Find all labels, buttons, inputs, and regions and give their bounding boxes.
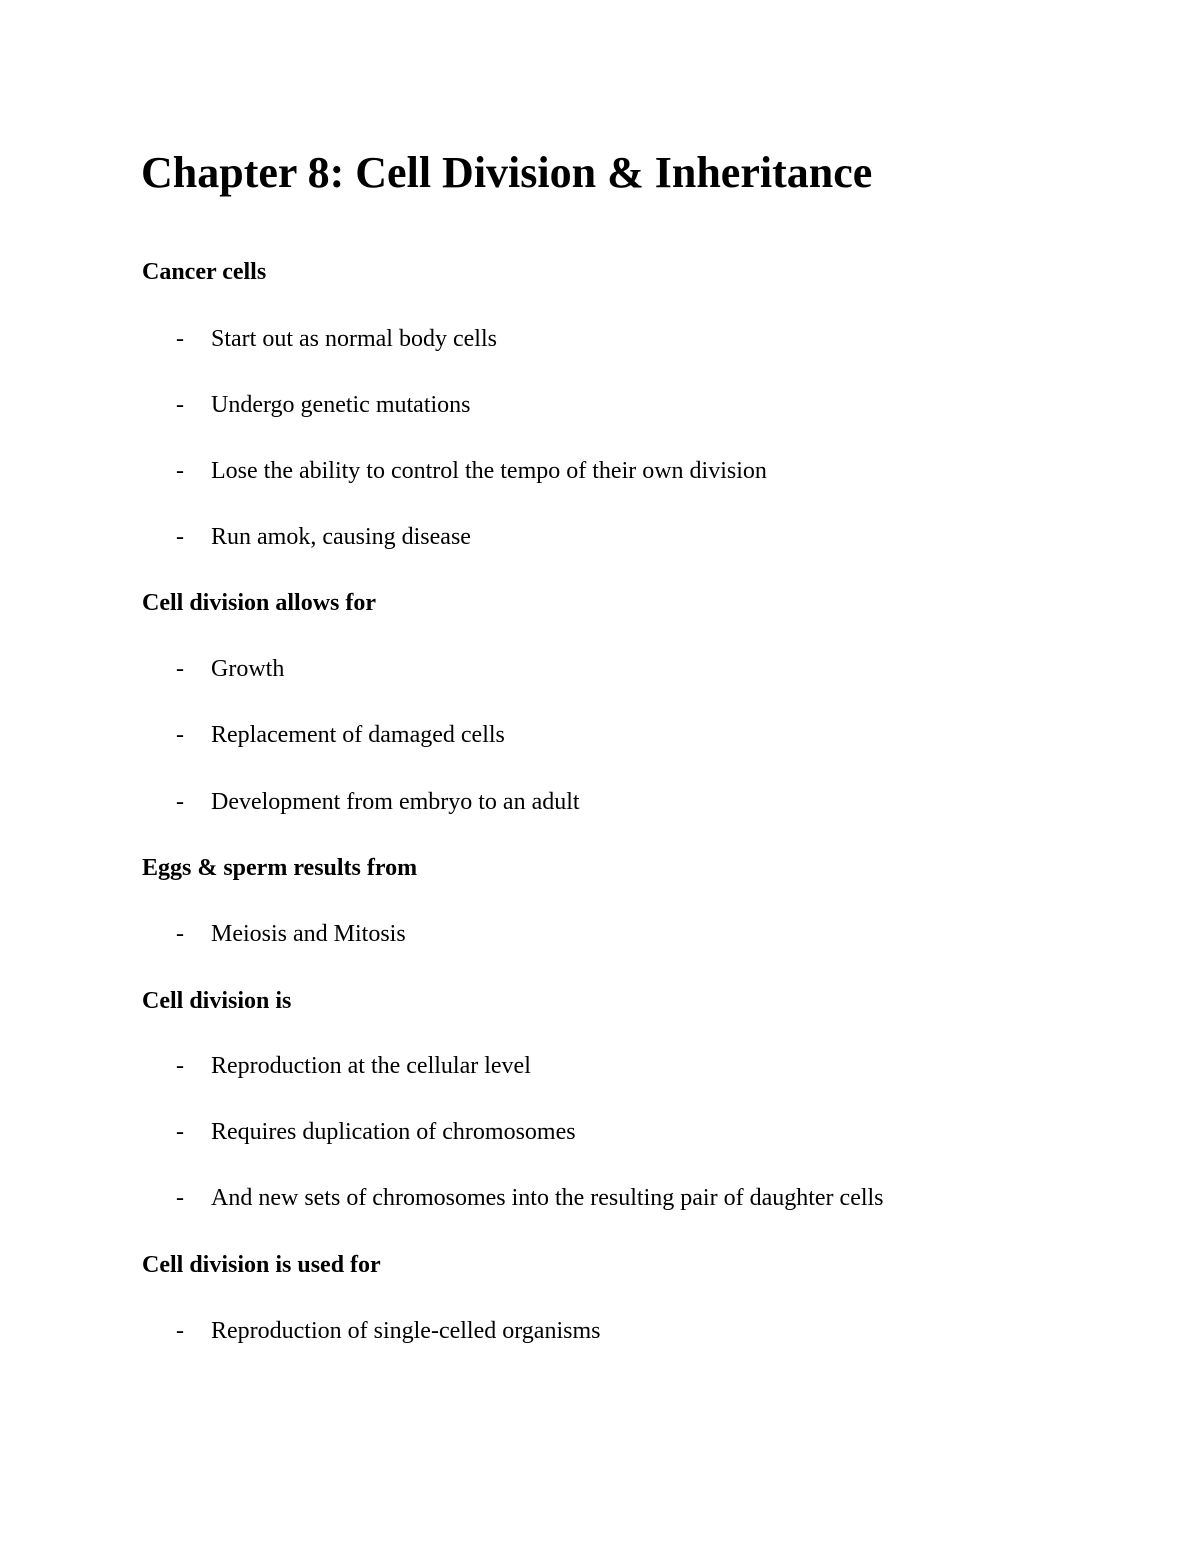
- list-item: [0, 720, 1200, 750]
- list-item-text: Reproduction of single-celled organisms: [211, 1318, 601, 1344]
- bullet-dash: -: [176, 1119, 184, 1145]
- list-item-text: Run amok, causing disease: [211, 524, 471, 550]
- bullet-dash: -: [176, 1185, 184, 1211]
- list-item-text: And new sets of chromosomes into the resulting pair of daughter cells: [211, 1185, 884, 1211]
- list-item: [0, 456, 1200, 486]
- list-item-text: Reproduction at the cellular level: [211, 1053, 531, 1079]
- list-item: [0, 1051, 1200, 1081]
- list-item-text: Undergo genetic mutations: [211, 392, 471, 418]
- list-item: [0, 787, 1200, 817]
- list-item: [0, 1183, 1200, 1213]
- bullet-dash: -: [176, 458, 184, 484]
- bullet-dash: -: [176, 392, 184, 418]
- section-heading: Cell division is: [142, 988, 292, 1014]
- list-item: [0, 324, 1200, 354]
- list-item: [0, 1316, 1200, 1346]
- bullet-dash: -: [176, 1053, 184, 1079]
- bullet-dash: -: [176, 722, 184, 748]
- list-item-text: Development from embryo to an adult: [211, 789, 580, 815]
- list-item: [0, 1117, 1200, 1147]
- section-heading: Eggs & sperm results from: [142, 855, 418, 881]
- bullet-dash: -: [176, 789, 184, 815]
- list-item: [0, 919, 1200, 949]
- bullet-dash: -: [176, 524, 184, 550]
- bullet-dash: -: [176, 656, 184, 682]
- section-heading: Cell division is used for: [142, 1252, 381, 1278]
- section-heading: Cell division allows for: [142, 590, 377, 616]
- list-item: [0, 390, 1200, 420]
- list-item-text: Requires duplication of chromosomes: [211, 1119, 576, 1145]
- bullet-dash: -: [176, 921, 184, 947]
- list-item: [0, 522, 1200, 552]
- list-item: [0, 654, 1200, 684]
- list-item-text: Meiosis and Mitosis: [211, 921, 406, 947]
- list-item-text: Growth: [211, 656, 285, 682]
- section-heading: Cancer cells: [142, 259, 267, 285]
- bullet-dash: -: [176, 1318, 184, 1344]
- list-item-text: Lose the ability to control the tempo of their own division: [211, 458, 767, 484]
- bullet-dash: -: [176, 326, 184, 352]
- list-item-text: Replacement of damaged cells: [211, 722, 505, 748]
- document-title: Chapter 8: Cell Division & Inheritance: [141, 148, 873, 197]
- list-item-text: Start out as normal body cells: [211, 326, 497, 352]
